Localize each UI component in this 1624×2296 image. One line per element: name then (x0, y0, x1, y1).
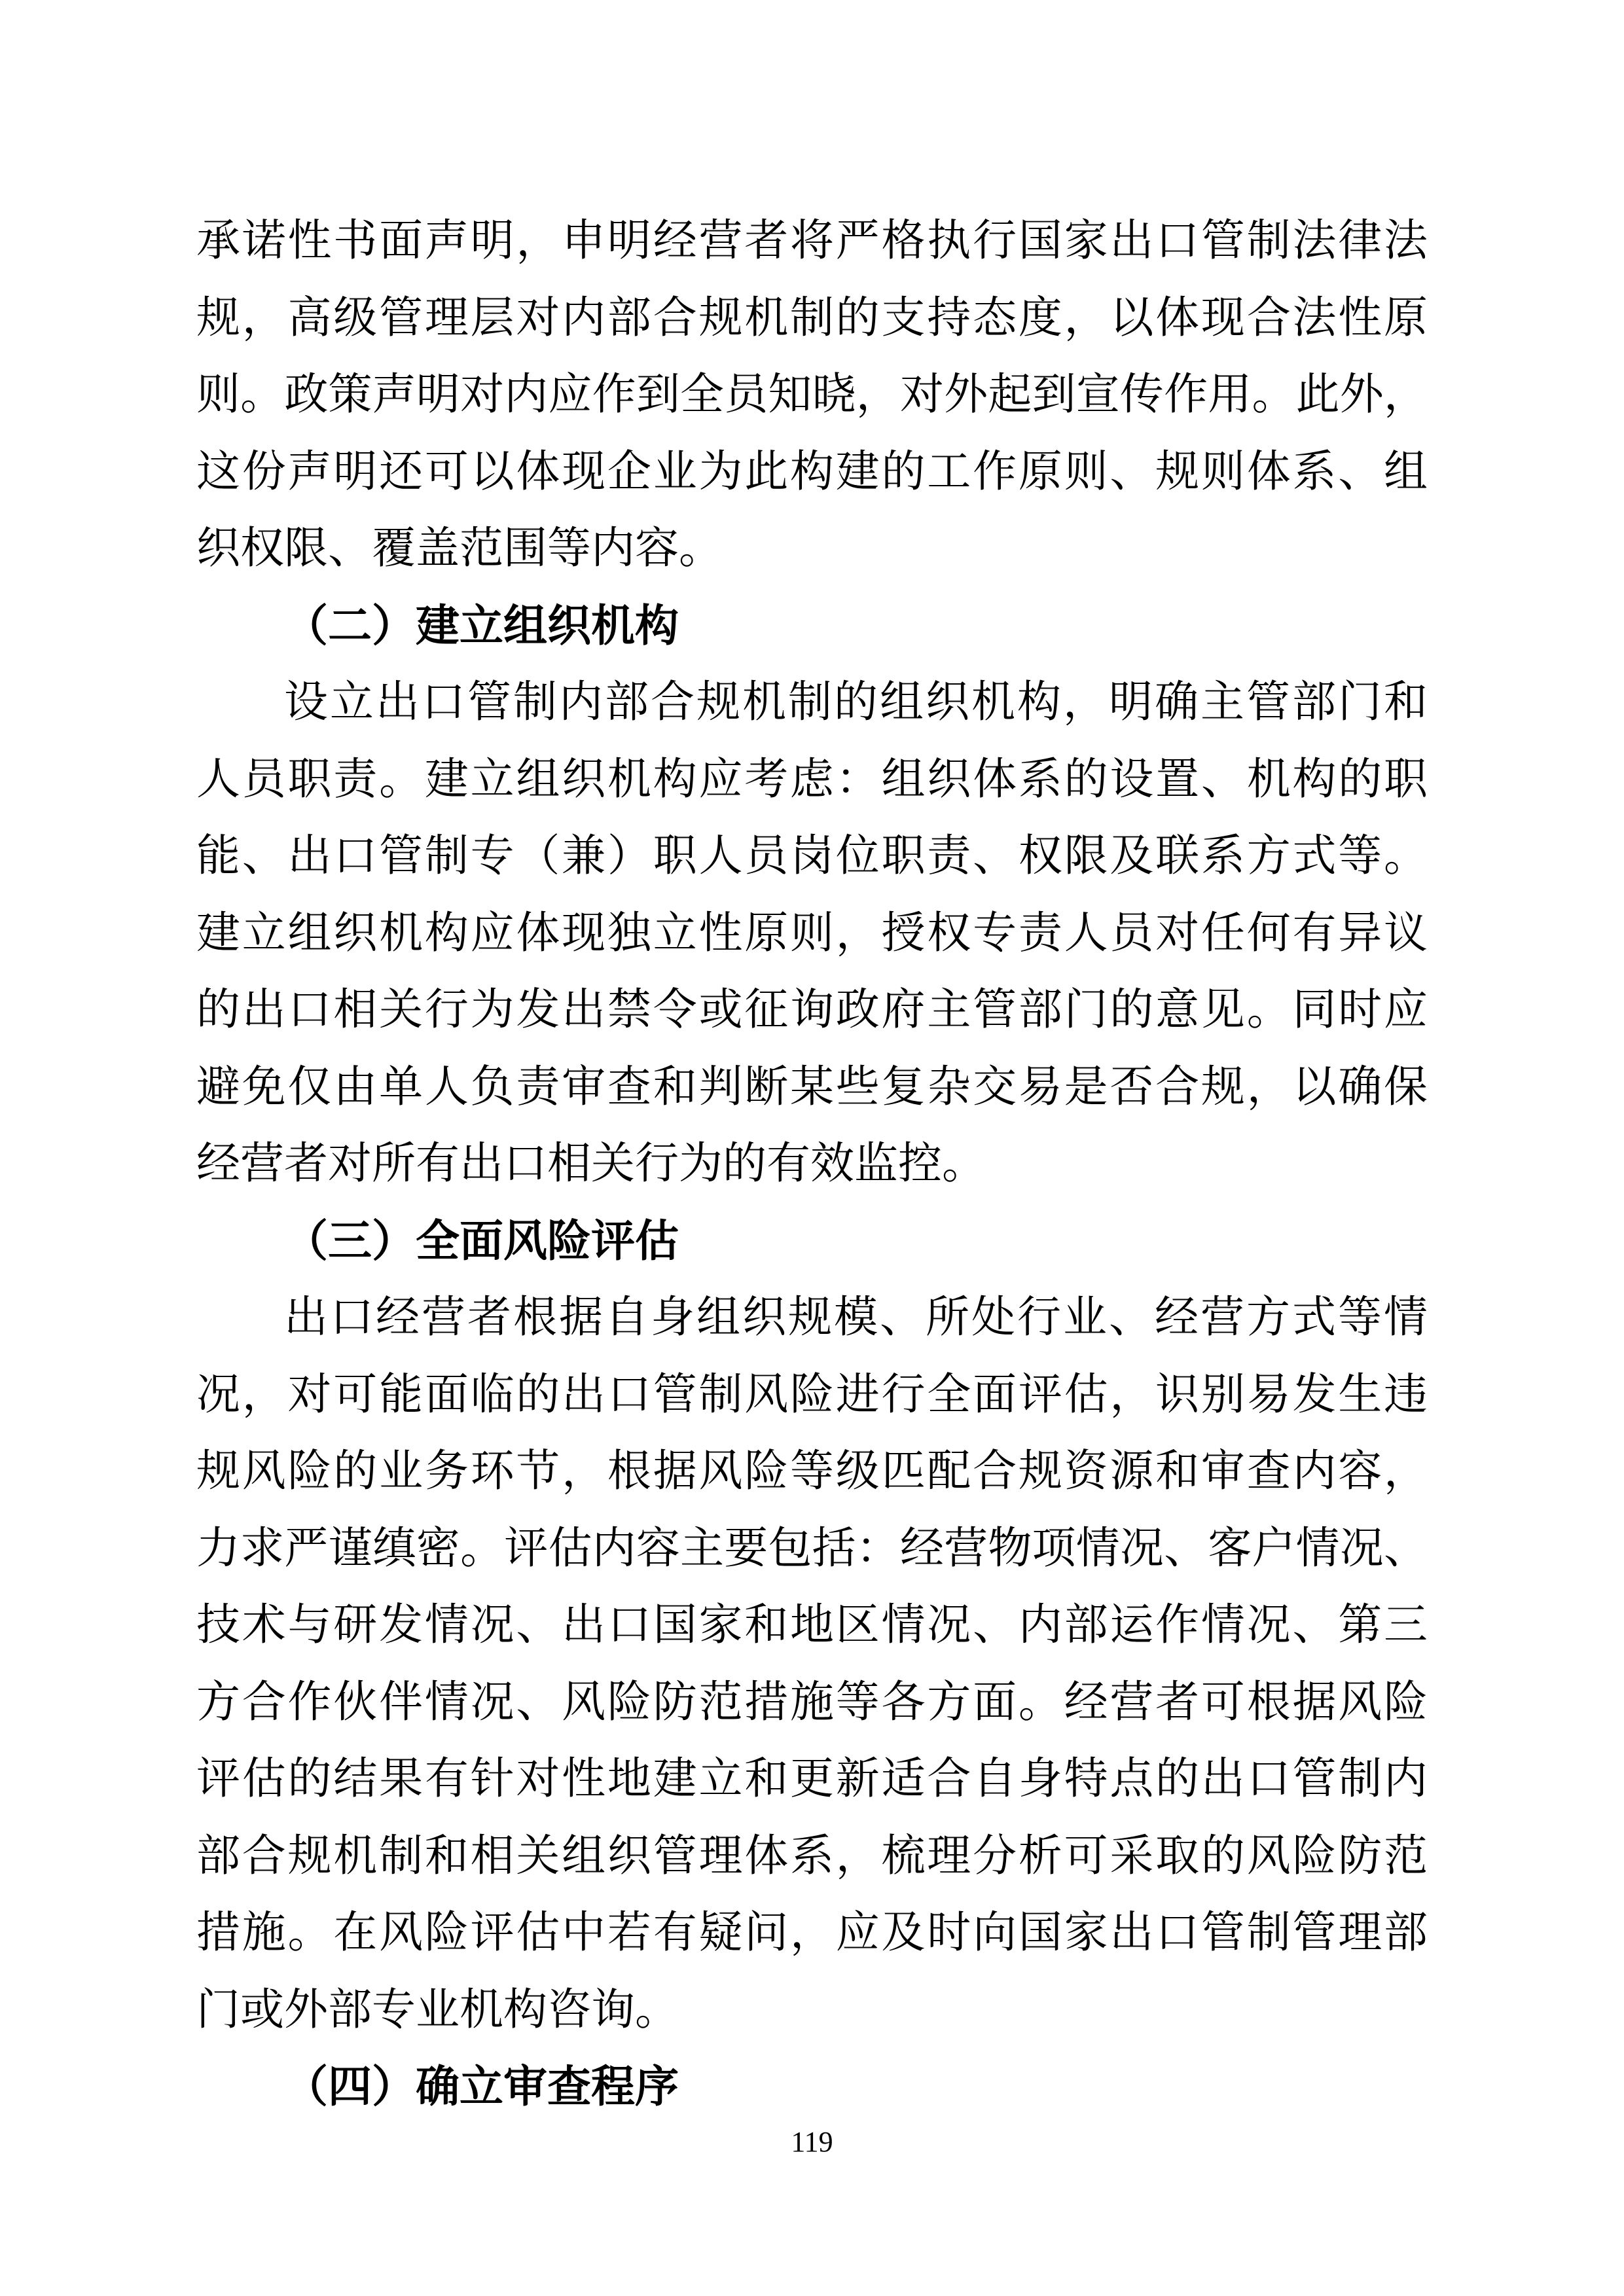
section-heading: （二）建立组织机构 (284, 601, 679, 651)
text-line: 则。政策声明对内应作到全员知晓，对外起到宣传作用。此外， (196, 370, 1428, 419)
text-line: 设立出口管制内部合规机制的组织机构，明确主管部门和 (284, 678, 1428, 726)
text-line: 况，对可能面临的出口管制风险进行全面评估，识别易发生违 (196, 1370, 1428, 1419)
text-line: 承诺性书面声明，申明经营者将严格执行国家出口管制法律法 (196, 217, 1428, 265)
text-line: 避免仅由单人负责审查和判断某些复杂交易是否合规，以确保 (196, 1062, 1428, 1111)
text-line: 织权限、覆盖范围等内容。 (196, 524, 723, 573)
text-line: 措施。在风险评估中若有疑问，应及时向国家出口管制管理部 (196, 1909, 1428, 1957)
text-line: 的出口相关行为发出禁令或征询政府主管部门的意见。同时应 (196, 986, 1428, 1034)
page-number: 119 (791, 2126, 833, 2158)
text-line: 评估的结果有针对性地建立和更新适合自身特点的出口管制内 (196, 1755, 1428, 1803)
text-line: 技术与研发情况、出口国家和地区情况、内部运作情况、第三 (196, 1601, 1428, 1649)
text-line: 经营者对所有出口相关行为的有效监控。 (196, 1139, 986, 1188)
text-line: 部合规机制和相关组织管理体系，梳理分析可采取的风险防范 (196, 1831, 1428, 1880)
text-line: 力求严谨缜密。评估内容主要包括：经营物项情况、客户情况、 (196, 1524, 1428, 1573)
text-line: 规，高级管理层对内部合规机制的支持态度，以体现合法性原 (196, 293, 1428, 342)
text-line: 这份声明还可以体现企业为此构建的工作原则、规则体系、组 (196, 447, 1428, 496)
text-line: 门或外部专业机构咨询。 (196, 1985, 679, 2034)
text-line: 能、出口管制专（兼）职人员岗位职责、权限及联系方式等。 (196, 832, 1428, 880)
section-heading: （四）确立审查程序 (284, 2062, 679, 2111)
text-line: 出口经营者根据自身组织规模、所处行业、经营方式等情 (284, 1293, 1428, 1342)
text-line: 人员职责。建立组织机构应考虑：组织体系的设置、机构的职 (196, 755, 1428, 804)
text-line: 方合作伙伴情况、风险防范措施等各方面。经营者可根据风险 (196, 1677, 1428, 1727)
text-line: 规风险的业务环节，根据风险等级匹配合规资源和审查内容， (196, 1447, 1428, 1496)
document-body (196, 203, 1428, 2126)
section-heading: （三）全面风险评估 (284, 1216, 679, 1266)
page-footer (0, 2124, 1624, 2161)
text-line: 建立组织机构应体现独立性原则，授权专责人员对任何有异议 (196, 908, 1428, 958)
